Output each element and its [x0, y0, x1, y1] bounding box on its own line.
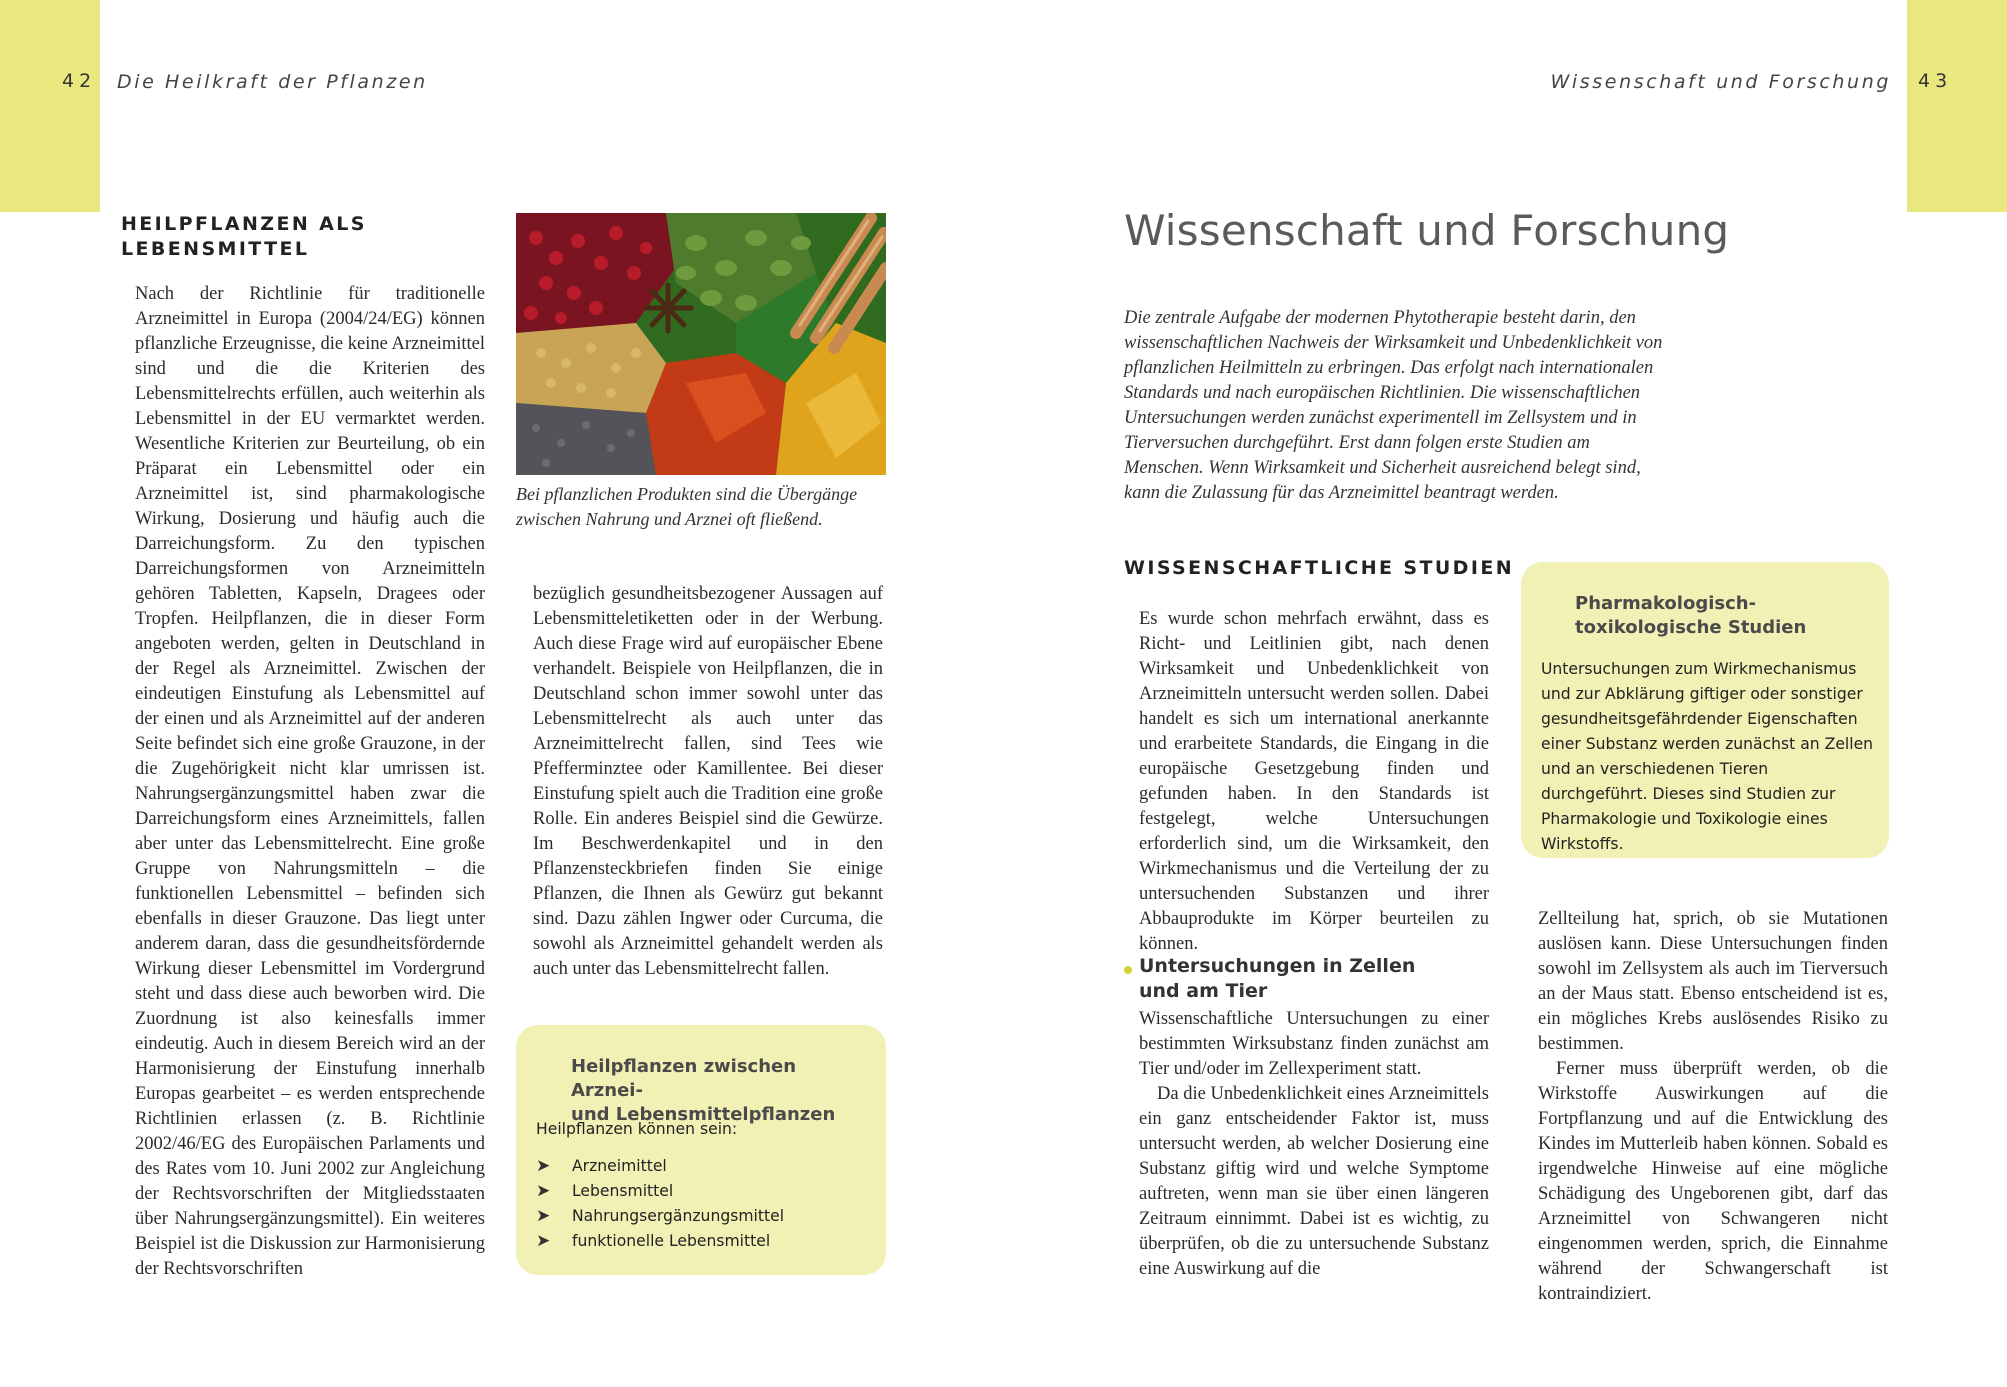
chapter-title: Wissenschaft und Forschung — [1124, 206, 1730, 255]
right-running-head: Wissenschaft und Forschung — [1550, 71, 1891, 93]
list-item — [536, 1179, 866, 1204]
bullet-dot-icon — [1124, 966, 1132, 974]
right-page-tab — [1907, 0, 2007, 212]
left-section-title-line-2: LEBENSMITTEL — [121, 238, 310, 260]
chapter-intro: Die zentrale Aufgabe der modernen Phytotherapie besteht darin, den wissenschaftlichen Nachweis der Wirksamkeit und Unbedenklichkeit von pflanzlichen Heilmitteln zu erbringen. Das erfolgt nach internationalen Standards und nach europäischen Richtlinien. Die wissenschaftlichen Untersuchungen werden zunächst experimentell im Zellsystem und in Tierversuchen durchgeführt. Erst dann folgen erste Studien am Menschen. Wenn Wirksamkeit und Sicherheit ausreichend belegt sind, kann die Zulassung für das Arzneimittel beantragt werden. — [1124, 308, 1663, 503]
list-item — [536, 1204, 866, 1229]
right-column-1-text-3: Da die Unbedenklichkeit eines Arzneimittels ein ganz entscheidender Faktor ist, muss untersucht werden, ab welcher Dosierung eine Substanz giftig wird und welche Symptome auftreten, wenn man sie über einen längeren Zeitraum einnimmt. Dabei ist es wichtig, zu überprüfen, ob die zu untersuchende Substanz eine Auswirkung auf die — [1139, 1084, 1489, 1279]
left-running-head: Die Heilkraft der Pflanzen — [117, 71, 428, 93]
spices-image-icon — [516, 213, 886, 475]
subsection-title — [1139, 954, 1415, 1004]
arrow-icon: ➤ — [536, 1231, 551, 1251]
right-section-title: WISSENSCHAFTLICHE STUDIEN — [1124, 557, 1515, 579]
list-item-label: Nahrungsergänzungsmittel — [572, 1207, 785, 1225]
right-column-1 — [1139, 607, 1489, 957]
left-column-1 — [135, 282, 485, 1282]
info-box-heilpflanzen-list — [536, 1154, 866, 1254]
left-page-tab — [0, 0, 100, 212]
left-section-title — [121, 212, 367, 262]
info-box-pharmakologisch-text: Untersuchungen zum Wirkmechanismus und zur Abklärung giftiger oder sonstiger gesundheitsgefährdender Eigenschaften einer Substanz werden zunächst an Zellen und an verschiedenen Tieren durchgeführt. Dieses sind Studien zur Pharmakologie und Toxikologie eines Wirkstoffs. — [1541, 660, 1874, 853]
left-column-2 — [533, 582, 883, 982]
photo-caption: Bei pflanzlichen Produkten sind die Übergänge zwischen Nahrung und Arznei oft fließend. — [516, 484, 858, 529]
right-column-1-continued — [1139, 1007, 1489, 1282]
spices-photo — [516, 213, 886, 475]
info-box-pharmakologisch-title — [1575, 592, 1875, 640]
list-item-label: funktionelle Lebensmittel — [572, 1232, 771, 1250]
right-page-number: 43 — [1918, 70, 1953, 92]
left-column-1-text: Nach der Richtlinie für traditionelle Arzneimittel in Europa (2004/24/EG) können pflanzliche Erzeugnisse, die keine Arzneimittel sind und die die Kriterien des Lebensmittelrechts erfüllen, auch weiterhin als Lebensmittel in der EU vermarktet werden. Wesentliche Kriterien zur Beurteilung, ob ein Präparat ein Lebensmittel oder ein Arzneimittel ist, sind pharmakologische Wirkung, Dosierung und häufig auch die Darreichungsform. Zu den typischen Darreichungsformen von Arzneimitteln gehören Tabletten, Kapseln, Dragees oder Tropfen. Heilpflanzen, die in dieser Form angeboten werden, gelten in Deutschland in der Regel als Arzneimittel. Zwischen der eindeutigen Einstufung als Lebensmittel auf der einen und als Arzneimittel auf der anderen Seite befindet sich eine große Grauzone, in der die Zugehörigkeit nicht klar umrissen ist. Nahrungsergänzungsmittel haben zwar die Darreichungsform eines Arzneimittels, fallen aber unter das Lebensmittelrecht. Eine große Gruppe von Nahrungsmitteln – die funktionellen Lebensmittel – befinden sich ebenfalls in dieser Grauzone. Das liegt unter anderem daran, dass die gesundheitsfördernde Wirkung dieser Lebensmittel im Vordergrund steht und dass diese auch beworben wird. Die Zuordnung ist also keinesfalls immer eindeutig. Auch in diesem Bereich wird an der Harmonisierung der Einstufung innerhalb Europas gearbeitet – es werden entsprechende Richtlinien erlassen (z. B. Richtlinie 2002/46/EG des Europäischen Parlaments und des Rates vom 10. Juni 2002 zur Angleichung der Rechtsvorschriften der Mitgliedsstaaten über Nahrungsergänzungsmittel). Ein weiteres Beispiel ist die Diskussion zur Harmonisierung der Rechtsvorschriften — [135, 284, 485, 1279]
info-box-heilpflanzen — [516, 1025, 886, 1275]
info-box-pharmakologisch-title-line-2: toxikologische Studien — [1575, 617, 1807, 638]
arrow-icon: ➤ — [536, 1206, 551, 1226]
left-column-2-text: bezüglich gesundheitsbezogener Aussagen auf Lebensmitteletiketten oder in der Werbung. Auch diese Frage wird auf europäischer Ebene verhandelt. Beispiele von Heilpflanzen, die in Deutschland schon immer sowohl unter das Lebensmittelrecht als auch unter das Arzneimittelrecht fallen, sind Tees wie Pfefferminztee oder Kamillentee. Bei dieser Einstufung spielt auch die Tradition eine große Rolle. Ein anderes Beispiel sind die Gewürze. Im Beschwerdenkapitel und in den Pflanzensteckbriefen finden Sie einige Pflanzen, die Ihnen als Gewürz gut bekannt sind. Dazu zählen Ingwer oder Curcuma, die sowohl als Arzneimittel gehandelt werden als auch unter das Lebensmittelrecht fallen. — [533, 584, 883, 979]
info-box-heilpflanzen-title-line-1: Heilpflanzen zwischen Arznei- — [571, 1056, 797, 1101]
right-column-2-text-2: Ferner muss überprüft werden, ob die Wirkstoffe Auswirkungen auf die Fortpflanzung und auf die Entwicklung des Kindes im Mutterleib haben können. Sobald es irgendwelche Hinweise auf eine mögliche Schädigung des Ungeborenen gibt, darf das Arzneimittel von Schwangeren nicht eingenommen werden, sprich, die Einnahme während der Schwangerschaft ist kontraindiziert. — [1538, 1059, 1888, 1304]
info-box-pharmakologisch-title-line-1: Pharmakologisch- — [1575, 593, 1757, 614]
info-box-heilpflanzen-title-line-2: und Lebensmittelpflanzen — [571, 1104, 836, 1125]
right-column-1-text-2: Wissenschaftliche Untersuchungen zu einer bestimmten Wirksubstanz finden zunächst am Tier und/oder im Zellexperiment statt. — [1139, 1009, 1489, 1079]
arrow-icon: ➤ — [536, 1181, 551, 1201]
right-column-1-text: Es wurde schon mehrfach erwähnt, dass es Richt- und Leitlinien gibt, nach denen Wirksamkeit und Unbedenklichkeit von Arzneimitteln untersucht werden sollen. Dabei handelt es sich um international anerkannte und erarbeitete Standards, die Eingang in die europäische Gesetzgebung finden und gefunden haben. In den Standards ist festgelegt, welche Untersuchungen erforderlich sind, um die Wirksamkeit, den Wirkmechanismus und die Verteilung der zu untersuchenden Substanzen und ihrer Abbauprodukte im Körper beurteilen zu können. — [1139, 609, 1489, 954]
info-box-pharmakologisch — [1521, 562, 1889, 858]
left-section-title-line-1: HEILPFLANZEN ALS — [121, 213, 367, 235]
arrow-icon: ➤ — [536, 1156, 551, 1176]
subsection-title-line-2: und am Tier — [1139, 980, 1268, 1002]
list-item-label: Arzneimittel — [572, 1157, 667, 1175]
right-column-2-text-1: Zellteilung hat, sprich, ob sie Mutationen auslösen kann. Diese Untersuchungen finden sowohl im Zellsystem als auch im Tierversuch an der Maus statt. Ebenso entscheidend ist es, ein mögliches Krebs auslösendes Risiko zu bestimmen. — [1538, 909, 1888, 1054]
list-item — [536, 1229, 866, 1254]
subsection-title-line-1: Untersuchungen in Zellen — [1139, 955, 1416, 977]
list-item — [536, 1154, 866, 1179]
right-column-2 — [1538, 907, 1888, 1307]
info-box-heilpflanzen-intro: Heilpflanzen können sein: — [536, 1120, 738, 1138]
list-item-label: Lebensmittel — [572, 1182, 674, 1200]
left-page-number: 42 — [62, 70, 97, 92]
